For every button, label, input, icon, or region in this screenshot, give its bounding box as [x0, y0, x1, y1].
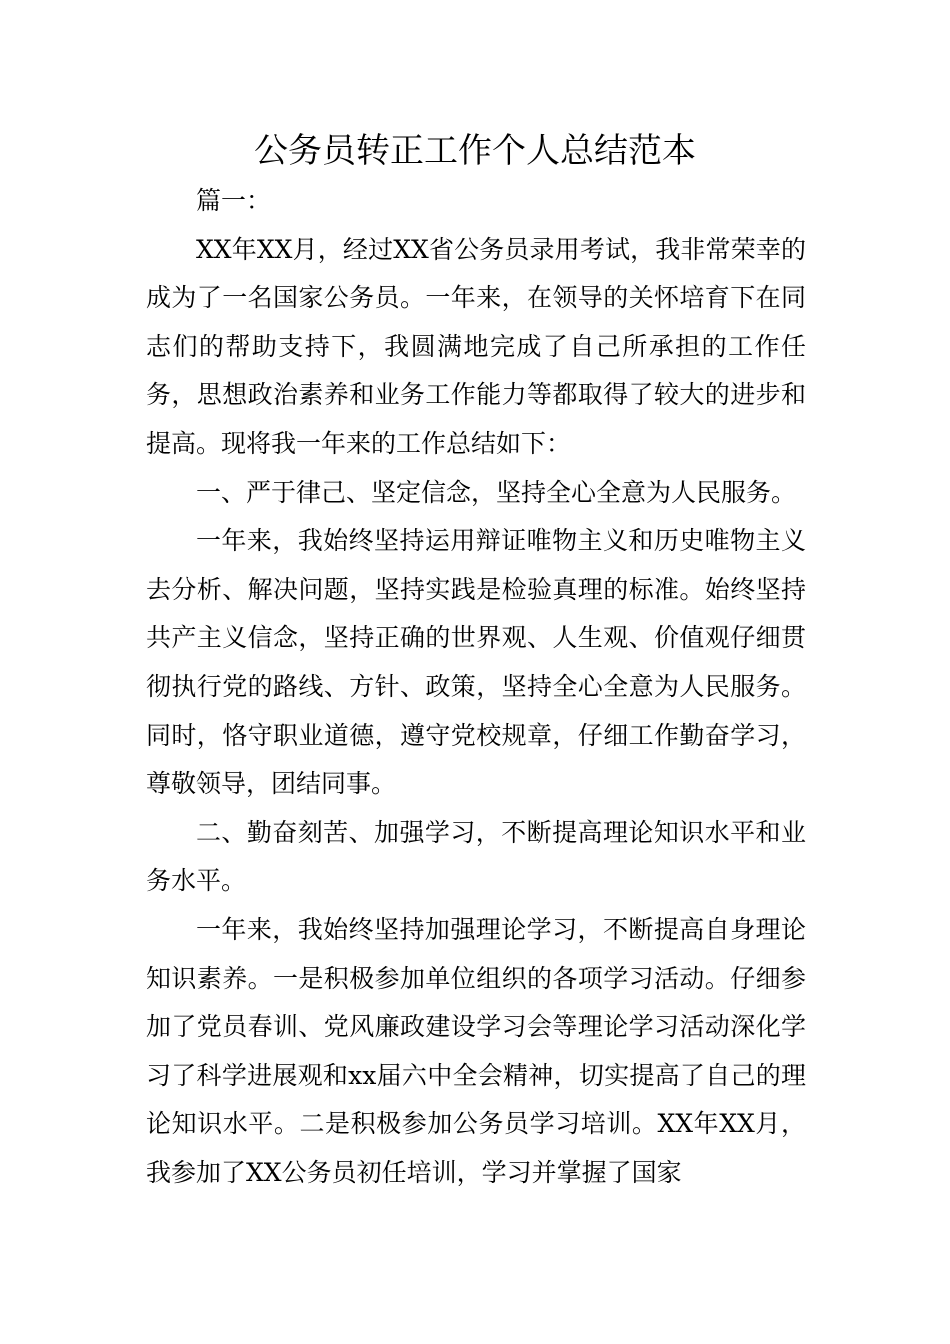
document-body — [146, 177, 806, 1197]
paragraph-heading-1: 一、严于律己、坚定信念，坚持全心全意为人民服务。 — [196, 477, 797, 507]
paragraph-body-2: 一年来，我始终坚持加强理论学习，不断提高自身理论知识素养。一是积极参加单位组织的各项学习活动。仔细参加了党员春训、党风廉政建设学习会等理论学习活动深化学习了科学进展观和xx届六中全会精神，切实提高了自己的理论知识水平。二是积极参加公务员学习培训。XX年XX月，我参加了XX公务员初任培训，学习并掌握了国家 — [146, 914, 806, 1187]
paragraph-intro: XX年XX月，经过XX省公务员录用考试，我非常荣幸的成为了一名国家公务员。一年来，在领导的关怀培育下在同志们的帮助支持下，我圆满地完成了自己所承担的工作任务，思想政治素养和业务工作能力等都取得了较大的进步和提高。现将我一年来的工作总结如下： — [146, 234, 806, 458]
paragraph-section-label: 篇一： — [196, 186, 272, 215]
paragraph-body-1: 一年来，我始终坚持运用辩证唯物主义和历史唯物主义去分析、解决问题，坚持实践是检验真理的标准。始终坚持共产主义信念，坚持正确的世界观、人生观、价值观仔细贯彻执行党的路线、方针、政策，坚持全心全意为人民服务。同时，恪守职业道德，遵守党校规章，仔细工作勤奋学习，尊敬领导，团结同事。 — [146, 526, 806, 799]
paragraph-heading-2: 二、勤奋刻苦、加强学习，不断提高理论知识水平和业务水平。 — [146, 817, 806, 896]
document-title: 公务员转正工作个人总结范本 — [254, 131, 696, 171]
